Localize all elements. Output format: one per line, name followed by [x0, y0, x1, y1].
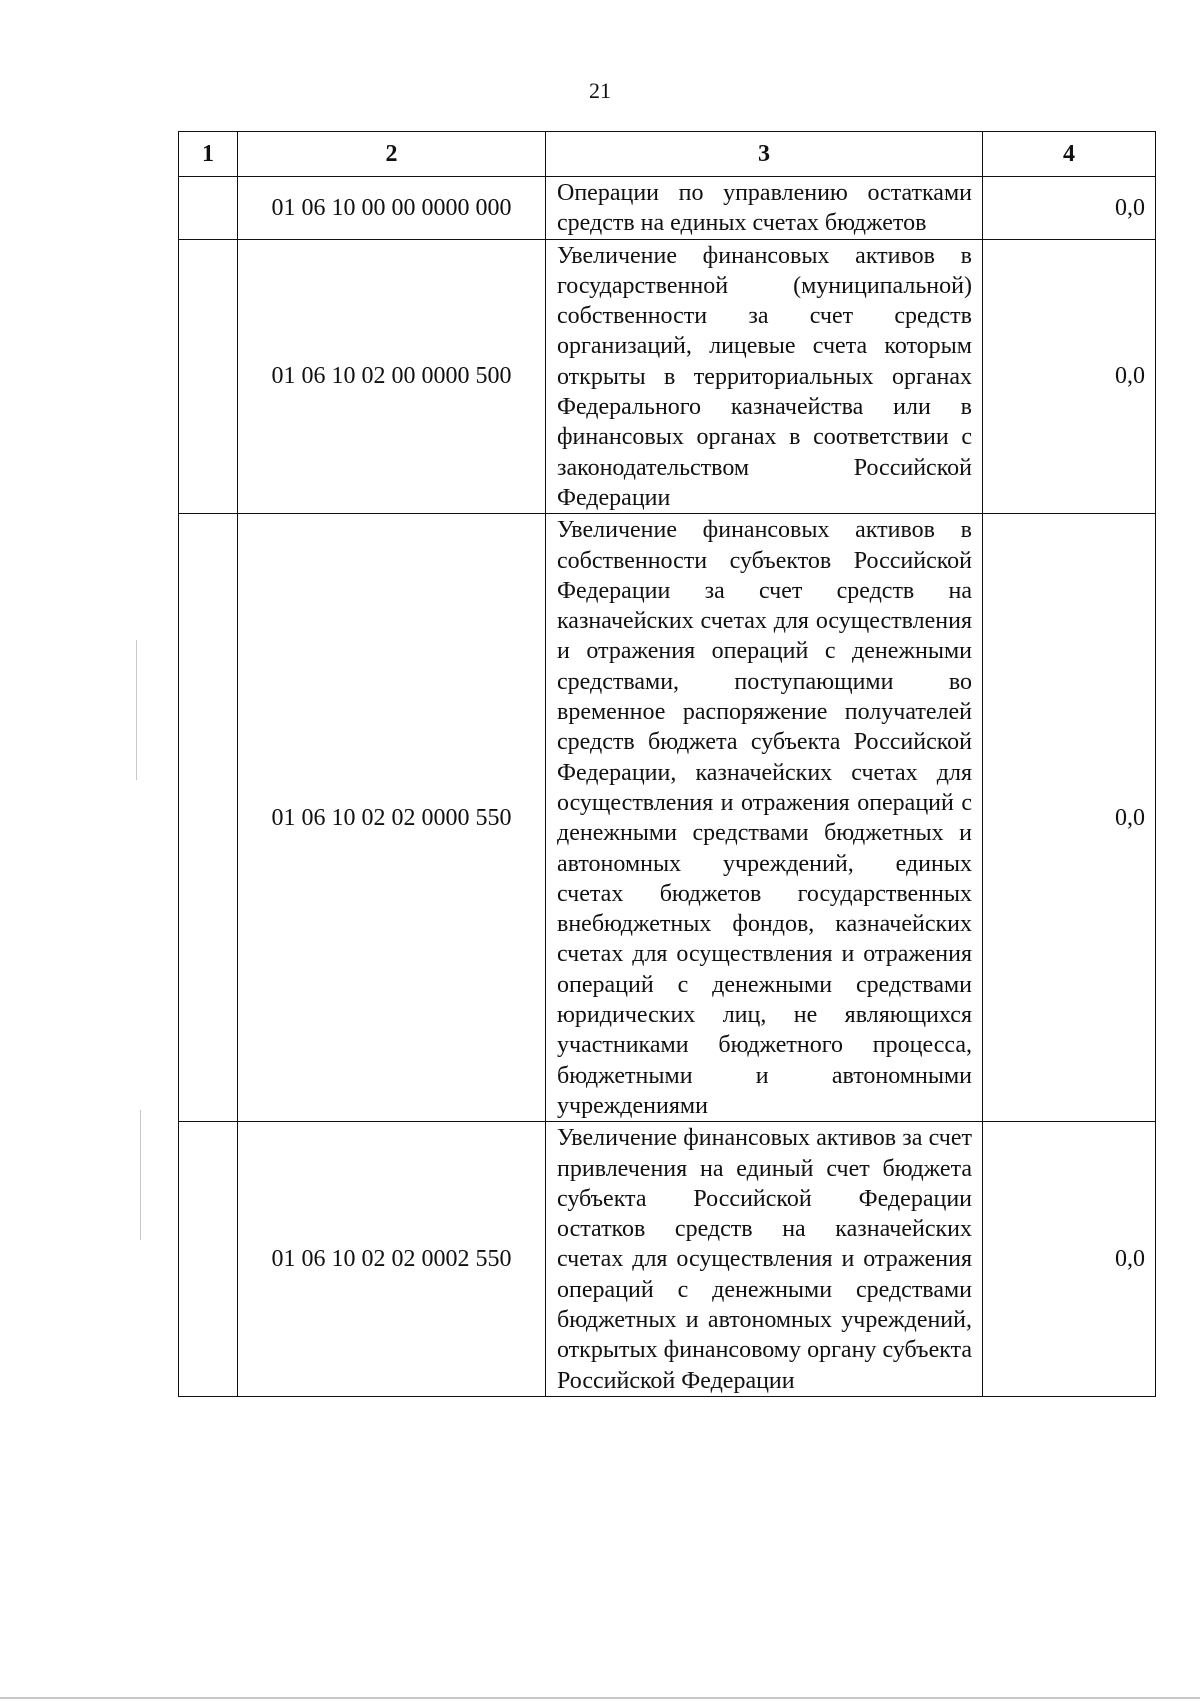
table-row [179, 514, 1156, 1122]
scan-edge-line-bottom [0, 1697, 1200, 1699]
scan-edge-line-left [136, 640, 137, 780]
scan-edge-line-left-lower [140, 1110, 141, 1240]
amount-cell: 0,0 [983, 1122, 1156, 1397]
description-cell: Увеличение финансовых активов в собственности субъектов Российской Федерации за счет средств на казначейских счетах для осуществления и отражения операций с денежными средствами, поступающими во временное распоряжение получателей средств бюджета субъекта Российской Федерации, казначейских счетах для осуществления и отражения операций с денежными средствами бюджетных и автономных учреждений, единых счетах бюджетов государственных внебюджетных фондов, казначейских счетах для осуществления и отражения операций с денежными средствами юридических лиц, не являющихся участниками бюджетного процесса, бюджетными и автономными учреждениями [546, 514, 983, 1122]
budget-code-cell: 01 06 10 02 02 0000 550 [238, 514, 546, 1122]
row-number-cell [179, 1122, 238, 1397]
description-cell: Увеличение финансовых активов за счет привлечения на единый счет бюджета субъекта Российской Федерации остатков средств на казначейских счетах для осуществления и отражения операций с денежными средствами бюджетных и автономных учреждений, открытых финансовому органу субъекта Российской Федерации [546, 1122, 983, 1397]
budget-code-cell: 01 06 10 02 00 0000 500 [238, 239, 546, 514]
table-row [179, 239, 1156, 514]
description-cell: Операции по управлению остатками средств на единых счетах бюджетов [546, 177, 983, 240]
row-number-cell [179, 239, 238, 514]
amount-cell: 0,0 [983, 239, 1156, 514]
description-cell: Увеличение финансовых активов в государственной (муниципальной) собственности за счет средств организаций, лицевые счета которым открыты в территориальных органах Федерального казначейства или в финансовых органах в соответствии с законодательством Российской Федерации [546, 239, 983, 514]
column-header-4: 4 [983, 132, 1156, 177]
column-header-1: 1 [179, 132, 238, 177]
row-number-cell [179, 177, 238, 240]
column-header-3: 3 [546, 132, 983, 177]
page-number: 21 [589, 78, 611, 103]
budget-code-cell: 01 06 10 02 02 0002 550 [238, 1122, 546, 1397]
table-header-row [179, 132, 1156, 177]
column-header-2: 2 [238, 132, 546, 177]
sources-table [178, 131, 1156, 1397]
table-row [179, 1122, 1156, 1397]
table-row [179, 177, 1156, 240]
amount-cell: 0,0 [983, 514, 1156, 1122]
row-number-cell [179, 514, 238, 1122]
amount-cell: 0,0 [983, 177, 1156, 240]
budget-code-cell: 01 06 10 00 00 0000 000 [238, 177, 546, 240]
